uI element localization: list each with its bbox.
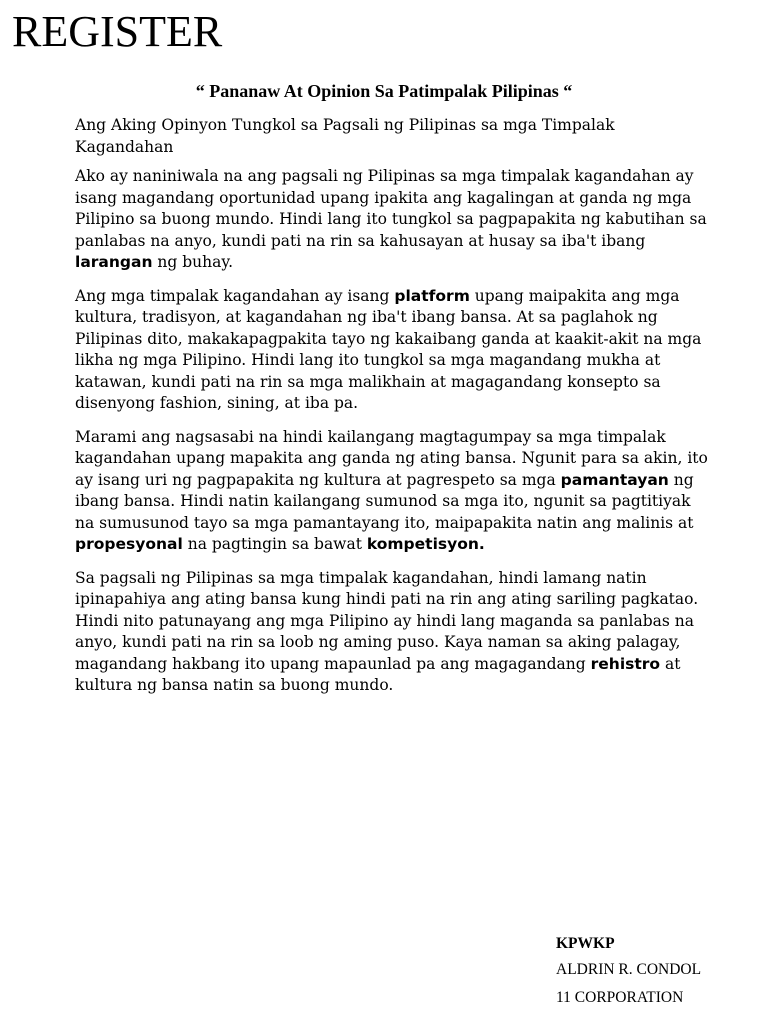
paragraph-4-text: Sa pagsali ng Pilipinas sa mga timpalak kagandahan, hindi lamang natin ipinapahiya ang ating bansa kung hindi pati na rin ang ating sariling pagkatao. Hindi nito patunayang ang mga Pilipino ay hindi lang maganda sa panlabas na anyo, kundi pati na rin sa loob ng aming puso. Kaya naman sa aking palagay, magandang hakbang ito upang mapaunlad pa ang magagandang xyxy=(75,568,699,673)
paragraph-3-text-mid: ng ibang bansa. Hindi natin kailangang sumunod sa mga ito, ngunit sa pagtitiyak na sumusunod tayo sa mga pamantayang ito, maipapakita natin ang malinis at xyxy=(75,470,694,532)
paragraph-1 xyxy=(75,166,710,274)
document-subtitle: Ang Aking Opinyon Tungkol sa Pagsali ng Pilipinas sa mga Timpalak Kagandahan xyxy=(75,116,615,156)
paragraph-2 xyxy=(75,286,710,415)
signature-section: 11 CORPORATION xyxy=(556,989,684,1006)
keyword-pamantayan: pamantayan xyxy=(560,470,669,489)
document-body xyxy=(75,115,710,709)
signature-name: ALDRIN R. CONDOL xyxy=(556,961,702,978)
keyword-rehistro: rehistro xyxy=(590,654,661,673)
paragraph-4-text-end: at kultura ng bansa natin sa buong mundo. xyxy=(75,654,681,694)
signature-org: KPWKP xyxy=(556,935,615,952)
keyword-larangan: larangan xyxy=(75,253,153,271)
paragraph-1-text: Ako ay naniniwala na ang pagsali ng Pilipinas sa mga timpalak kagandahan ay isang magandang oportunidad upang ipakita ang kagalingan at ganda ng mga Pilipino sa buong mundo. Hindi lang ito tungkol sa pagpapakita ng kabutihan sa panlabas na anyo, kundi pati na rin sa kahusayan at husay sa iba't ibang xyxy=(75,167,707,250)
paragraph-3-text-mid2: na pagtingin sa bawat xyxy=(182,535,367,553)
keyword-kompetisyon: kompetisyon. xyxy=(366,535,485,553)
paragraph-3-text: Marami ang nagsasabi na hindi kailangang magtagumpay sa mga timpalak kagandahan upang mapakita ang ganda ng ating bansa. Ngunit para sa akin, ito ay isang uri ng pagpapakita ng kultura at pagrespeto sa mga xyxy=(75,427,708,489)
keyword-platform: platform xyxy=(394,286,470,305)
paragraph-1-text-end: ng buhay. xyxy=(152,253,234,271)
paragraph-4 xyxy=(75,568,710,697)
paragraph-3 xyxy=(75,427,710,556)
keyword-propesyonal: propesyonal xyxy=(75,535,183,553)
register-heading: REGISTER xyxy=(12,7,223,56)
paragraph-2-text-end: upang maipakita ang mga kultura, tradisyon, at kagandahan ng iba't ibang bansa. At sa paglahok ng Pilipinas dito, makakapagpakita tayo ng kakaibang ganda at kaakit-akit na mga likha ng mga Pilipino. Hindi lang ito tungkol sa mga magandang mukha at katawan, kundi pati na rin sa mga malikhain at magagandang konsepto sa disenyong fashion, sining, at iba pa. xyxy=(75,286,702,412)
document-title: “ Pananaw At Opinion Sa Patimpalak Pilipinas “ xyxy=(195,81,573,101)
paragraph-2-text: Ang mga timpalak kagandahan ay isang xyxy=(75,286,395,305)
